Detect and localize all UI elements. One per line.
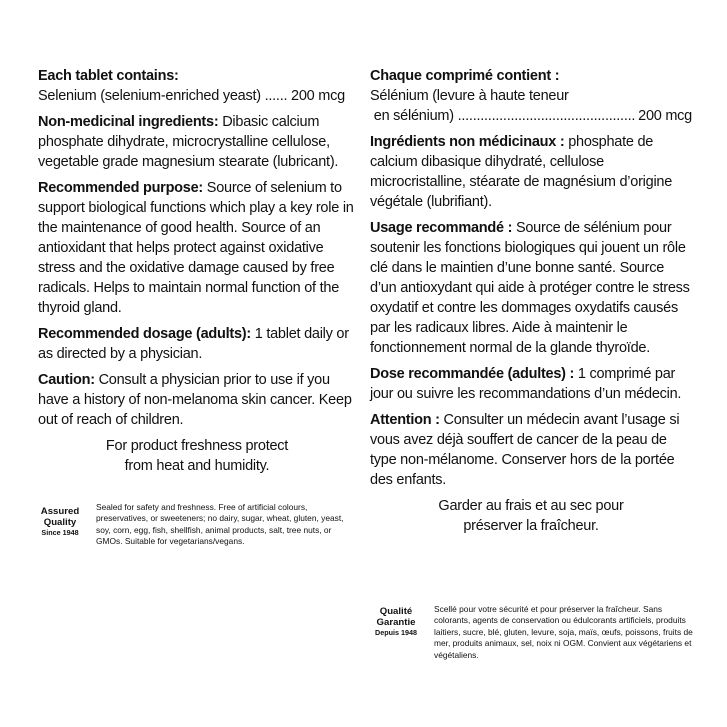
caution-text-fr: Consulter un médecin avant l’usage si vous avez déjà souffert de cancer de la peau de type non-mélanome. Conserver hors de la portée des enfants. [370,412,680,488]
fine-print: Sealed for safety and freshness. Free of artificial colours, preservatives, or sweeteners; no dairy, sugar, wheat, gluten, yeast, soy, corn, egg, fish, shellfish, animal products, salt, tree nuts, or GMOs. Suitable for vegetarians/vegans. [96,502,344,547]
caution-fr [370,410,692,490]
selenium-row [38,86,356,106]
recommended-purpose-fr [370,218,692,358]
logo-line-1: Assured [40,506,80,517]
logo-line-1-fr: Qualité [379,606,413,617]
selenium-dots: ...... [260,88,292,104]
nonmedicinal-ingredients-fr [370,132,692,212]
french-column [370,66,692,536]
nonmedicinal-heading-fr: Ingrédients non médicinaux : [370,134,565,150]
dosage-text-fr: 1 comprimé par jour ou suivre les recommandations d’un médecin. [370,366,682,402]
dosage-heading-fr: Dose recommandée (adultes) : [370,366,575,382]
english-column [38,66,356,476]
selenium-line-1-fr: Sélénium (levure à haute teneur [370,88,569,104]
caution-heading: Caution: [38,372,95,388]
contains-heading-fr: Chaque comprimé contient : [370,68,560,84]
caution [38,370,356,430]
logo-line-2-fr: Garantie [376,617,416,628]
nonmedicinal-ingredients [38,112,356,172]
dosage-text: 1 tablet daily or as directed by a physician. [38,326,349,362]
purpose-heading: Recommended purpose: [38,180,203,196]
french-seal-section [368,604,698,661]
freshness-line-2: from heat and humidity. [124,458,270,474]
freshness-note-fr [370,496,692,536]
recommended-dosage [38,324,356,364]
selenium-label: Selenium (selenium-enriched yeast) [38,88,261,104]
selenium-value-fr: 200 mcg [638,108,692,124]
freshness-line-2-fr: préserver la fraîcheur. [463,518,599,534]
assured-quality-logo [34,506,86,538]
selenium-dots-fr: ............................................... [453,108,636,124]
freshness-line-1: For product freshness protect [105,438,289,454]
recommended-dosage-fr [370,364,692,404]
dosage-heading: Recommended dosage (adults): [38,326,251,342]
nonmedicinal-text-fr: phosphate de calcium dibasique dihydraté, cellulose microcristalline, stéarate de magnésium d’origine végétale (lubrifiant). [370,134,673,210]
logo-line-3-fr: Depuis 1948 [375,628,417,637]
freshness-note [38,436,356,476]
purpose-text: Source of selenium to support biological functions which play a key role in the maintenance of good health. Source of an antioxidant that helps protect against oxidative stress and the oxidative damage caused by free radicals. Helps to maintain normal function of the thyroid gland. [38,180,354,316]
selenium-line-2-fr: en sélénium) [370,108,454,124]
nonmedicinal-text: Dibasic calcium phosphate dihydrate, microcrystalline cellulose, vegetable grade magnesium stearate (lubricant). [38,114,339,170]
recommended-purpose [38,178,356,318]
nonmedicinal-heading: Non-medicinal ingredients: [38,114,219,130]
contains-heading: Each tablet contains: [38,68,179,84]
contains-section-fr [370,66,692,126]
selenium-value: 200 mcg [291,88,345,104]
freshness-line-1-fr: Garder au frais et au sec pour [438,498,624,514]
qualite-garantie-logo [368,606,424,638]
purpose-heading-fr: Usage recommandé : [370,220,513,236]
caution-heading-fr: Attention : [370,412,440,428]
contains-section [38,66,356,106]
english-seal-section [34,502,354,548]
logo-line-2: Quality [43,517,77,528]
fine-print-fr: Scellé pour votre sécurité et pour préserver la fraîcheur. Sans colorants, agents de conservation ou édulcorants artificiels, produits laitiers, sucre, blé, gluten, levure, soja, maïs, œufs, poissons, fruits de mer, produits animaux, sel, noix ni OGM. Convient aux végétariens et végétaliens. [434,604,693,660]
caution-text: Consult a physician prior to use if you have a history of non-melanoma skin cancer. Keep out of reach of children. [38,372,352,428]
selenium-row-fr [370,106,692,126]
logo-line-3: Since 1948 [41,528,79,537]
purpose-text-fr: Source de sélénium pour soutenir les fonctions biologiques qui jouent un rôle clé dans le maintien d’une bonne santé. Source d’un antioxydant qui aide à protéger contre le stress oxydatif et contre les dommages oxydatifs causés par les radicaux libres. Aide à maintenir le fonctionnement normal de la glande thyroïde. [370,220,690,356]
